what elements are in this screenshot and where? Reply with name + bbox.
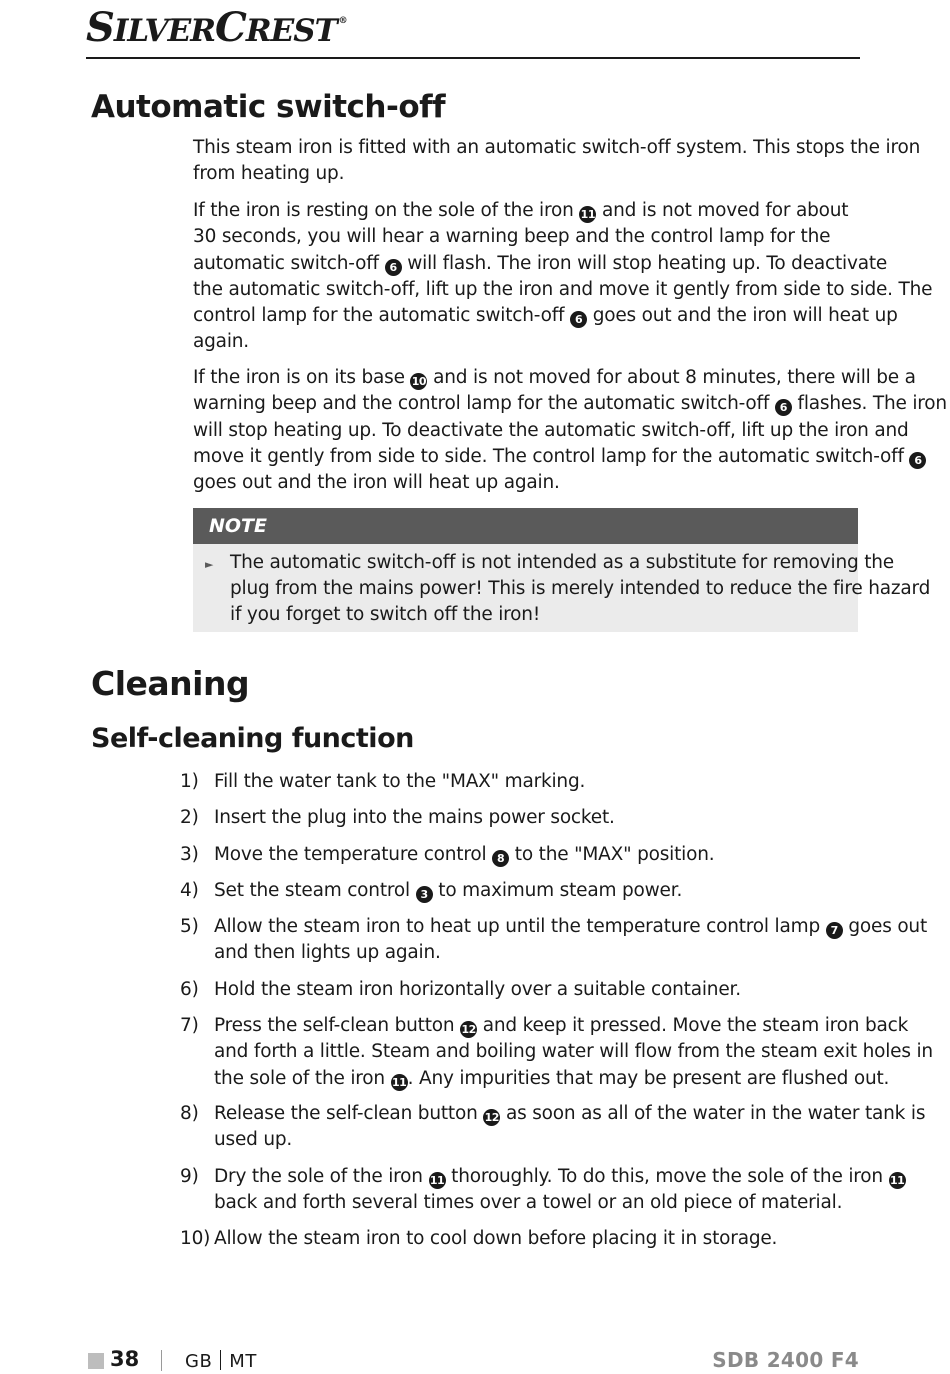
ref-number-icon: 6 xyxy=(775,399,792,416)
text-line: will stop heating up. To deactivate the automatic switch-off, lift up the iron and xyxy=(193,419,909,441)
text-line: goes out and the iron will heat up again. xyxy=(193,472,560,494)
section-title-cleaning: Cleaning xyxy=(91,664,250,703)
text-line: from heating up. xyxy=(193,163,345,185)
step-text: Move the temperature control 8 to the "MAX" position. xyxy=(214,844,715,865)
step-number: 3) xyxy=(180,844,199,865)
step-text: the sole of the iron 11. Any impurities that may be present are flushed out. xyxy=(214,1067,890,1089)
text-line: warning beep and the control lamp for the automatic switch-off 6 flashes. The iron xyxy=(193,393,947,415)
section-title-auto-switch-off: Automatic switch-off xyxy=(91,89,446,125)
text-line: This steam iron is fitted with an automatic switch-off system. This stops the iron xyxy=(193,137,921,158)
page-number: 38 xyxy=(110,1347,140,1371)
step-text: used up. xyxy=(214,1129,293,1151)
brand-logo xyxy=(86,4,347,51)
brand-part-ilver: ILVER xyxy=(113,13,215,49)
note-text xyxy=(230,550,930,628)
text-line: again. xyxy=(193,331,249,353)
step-number: 8) xyxy=(180,1103,199,1124)
paragraph-base-resting xyxy=(193,365,947,496)
subsection-title-self-cleaning: Self-cleaning function xyxy=(91,723,414,754)
step-text: and then lights up again. xyxy=(214,942,441,964)
paragraph-sole-resting xyxy=(193,198,933,356)
text-line: If the iron is resting on the sole of the iron 11 and is not moved for about xyxy=(193,200,849,221)
brand-letter-c: C xyxy=(214,4,246,51)
note-heading: NOTE xyxy=(193,508,858,544)
text-line: If the iron is on its base 10 and is not moved for about 8 minutes, there will be a xyxy=(193,367,916,388)
step-number: 4) xyxy=(180,880,199,901)
ref-number-icon: 10 xyxy=(411,375,427,388)
text-line: the automatic switch-off, lift up the iron and move it gently from side to side. The xyxy=(193,278,933,300)
ref-number-icon: 11 xyxy=(580,208,595,221)
step-number: 9) xyxy=(180,1166,199,1187)
brand-letter-s: S xyxy=(86,4,114,51)
ref-number-icon: 7 xyxy=(826,922,843,939)
step-number: 2) xyxy=(180,807,199,828)
language-separator xyxy=(220,1350,221,1370)
step-text: Allow the steam iron to heat up until the temperature control lamp 7 goes out xyxy=(214,916,928,937)
step-number: 7) xyxy=(180,1015,199,1036)
text-line: if you forget to switch off the iron! xyxy=(230,604,541,625)
step-text: Hold the steam iron horizontally over a suitable container. xyxy=(214,979,741,1000)
language-code: GB xyxy=(185,1351,213,1372)
ref-number-icon: 8 xyxy=(492,850,509,867)
step-number: 5) xyxy=(180,916,199,937)
text-line: 30 seconds, you will hear a warning beep and the control lamp for the xyxy=(193,226,831,248)
ref-number-icon: 6 xyxy=(385,259,402,276)
step-number: 6) xyxy=(180,979,199,1000)
footer-square-icon xyxy=(88,1353,104,1369)
model-number: SDB 2400 F4 xyxy=(712,1348,859,1372)
ref-number-icon: 3 xyxy=(416,886,433,903)
ref-number-icon: 6 xyxy=(570,311,587,328)
ref-number-icon: 6 xyxy=(909,452,926,469)
ref-number-icon: 11 xyxy=(391,1075,407,1089)
step-text: Dry the sole of the iron 11 thoroughly. To do this, move the sole of the iron 11 xyxy=(214,1166,905,1187)
ref-number-icon: 12 xyxy=(484,1111,499,1124)
step-text: back and forth several times over a towel or an old piece of material. xyxy=(214,1192,843,1214)
step-number: 10) xyxy=(180,1228,211,1249)
ref-number-icon: 12 xyxy=(461,1023,476,1036)
ref-number-icon: 11 xyxy=(889,1174,905,1187)
text-line: move it gently from side to side. The control lamp for the automatic switch-off 6 xyxy=(193,444,873,470)
text-line: The automatic switch-off is not intended as a substitute for removing the xyxy=(230,552,894,573)
text-line: control lamp for the automatic switch-off 6 goes out and the iron will heat up xyxy=(193,305,898,327)
brand-part-rest: REST xyxy=(245,13,337,49)
step-text: Press the self-clean button 12 and keep it pressed. Move the steam iron back xyxy=(214,1015,909,1036)
step-text: Insert the plug into the mains power socket. xyxy=(214,807,615,828)
step-number: 1) xyxy=(180,771,199,792)
language-code: MT xyxy=(229,1351,257,1372)
step-text: Allow the steam iron to cool down before placing it in storage. xyxy=(214,1228,778,1249)
step-text: Set the steam control 3 to maximum steam power. xyxy=(214,880,683,901)
paragraph-intro xyxy=(193,135,921,188)
footer-divider xyxy=(161,1350,162,1371)
step-text: and forth a little. Steam and boiling water will flow from the steam exit holes in xyxy=(214,1041,933,1063)
pointer-arrow-icon: ► xyxy=(205,558,214,571)
note-box xyxy=(193,508,931,632)
header-rule xyxy=(86,57,860,59)
ref-number-icon: 11 xyxy=(429,1174,445,1187)
footer-languages xyxy=(185,1350,257,1372)
step-text: Fill the water tank to the "MAX" marking. xyxy=(214,771,586,792)
registered-mark: ® xyxy=(338,16,347,26)
text-line: automatic switch-off 6 will flash. The iron will stop heating up. To deactivate xyxy=(193,252,888,274)
text-line: plug from the mains power! This is merely intended to reduce the fire hazard xyxy=(230,578,931,599)
step-text: Release the self-clean button 12 as soon as all of the water in the water tank is xyxy=(214,1103,926,1124)
